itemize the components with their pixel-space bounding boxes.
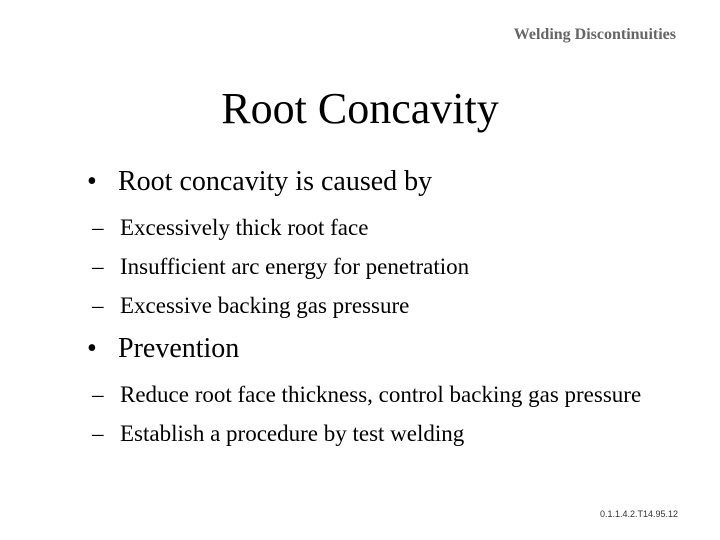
slide-title: Root Concavity <box>221 84 499 133</box>
slide-content <box>87 160 687 447</box>
dash-icon: – <box>92 215 104 240</box>
dash-icon: – <box>92 293 104 318</box>
bullet-text: Root concavity is caused by <box>118 166 433 197</box>
dash-icon: – <box>92 254 104 279</box>
sub-item-text: Excessively thick root face <box>120 215 369 240</box>
bullet-text: Prevention <box>118 333 240 364</box>
bullet-item <box>87 162 687 202</box>
header-label: Welding Discontinuities <box>513 26 676 43</box>
sub-item-text: Reduce root face thickness, control backing gas pressure <box>120 382 642 407</box>
sub-item-text: Insufficient arc energy for penetration <box>120 254 470 279</box>
bullet-dot-icon: • <box>87 333 97 364</box>
sub-item-text: Establish a procedure by test welding <box>120 421 465 446</box>
sub-item <box>87 214 687 241</box>
sub-list <box>87 381 687 447</box>
bullet-dot-icon: • <box>87 166 97 197</box>
slide-code: 0.1.1.4.2.T14.95.12 <box>599 509 678 519</box>
sub-item-text: Excessive backing gas pressure <box>120 293 410 318</box>
sub-item <box>87 381 687 408</box>
dash-icon: – <box>92 382 104 407</box>
sub-item <box>87 292 687 319</box>
dash-icon: – <box>92 421 104 446</box>
sub-item <box>87 420 687 447</box>
sub-list <box>87 214 687 319</box>
bullet-item <box>87 329 687 369</box>
sub-item <box>87 253 687 280</box>
